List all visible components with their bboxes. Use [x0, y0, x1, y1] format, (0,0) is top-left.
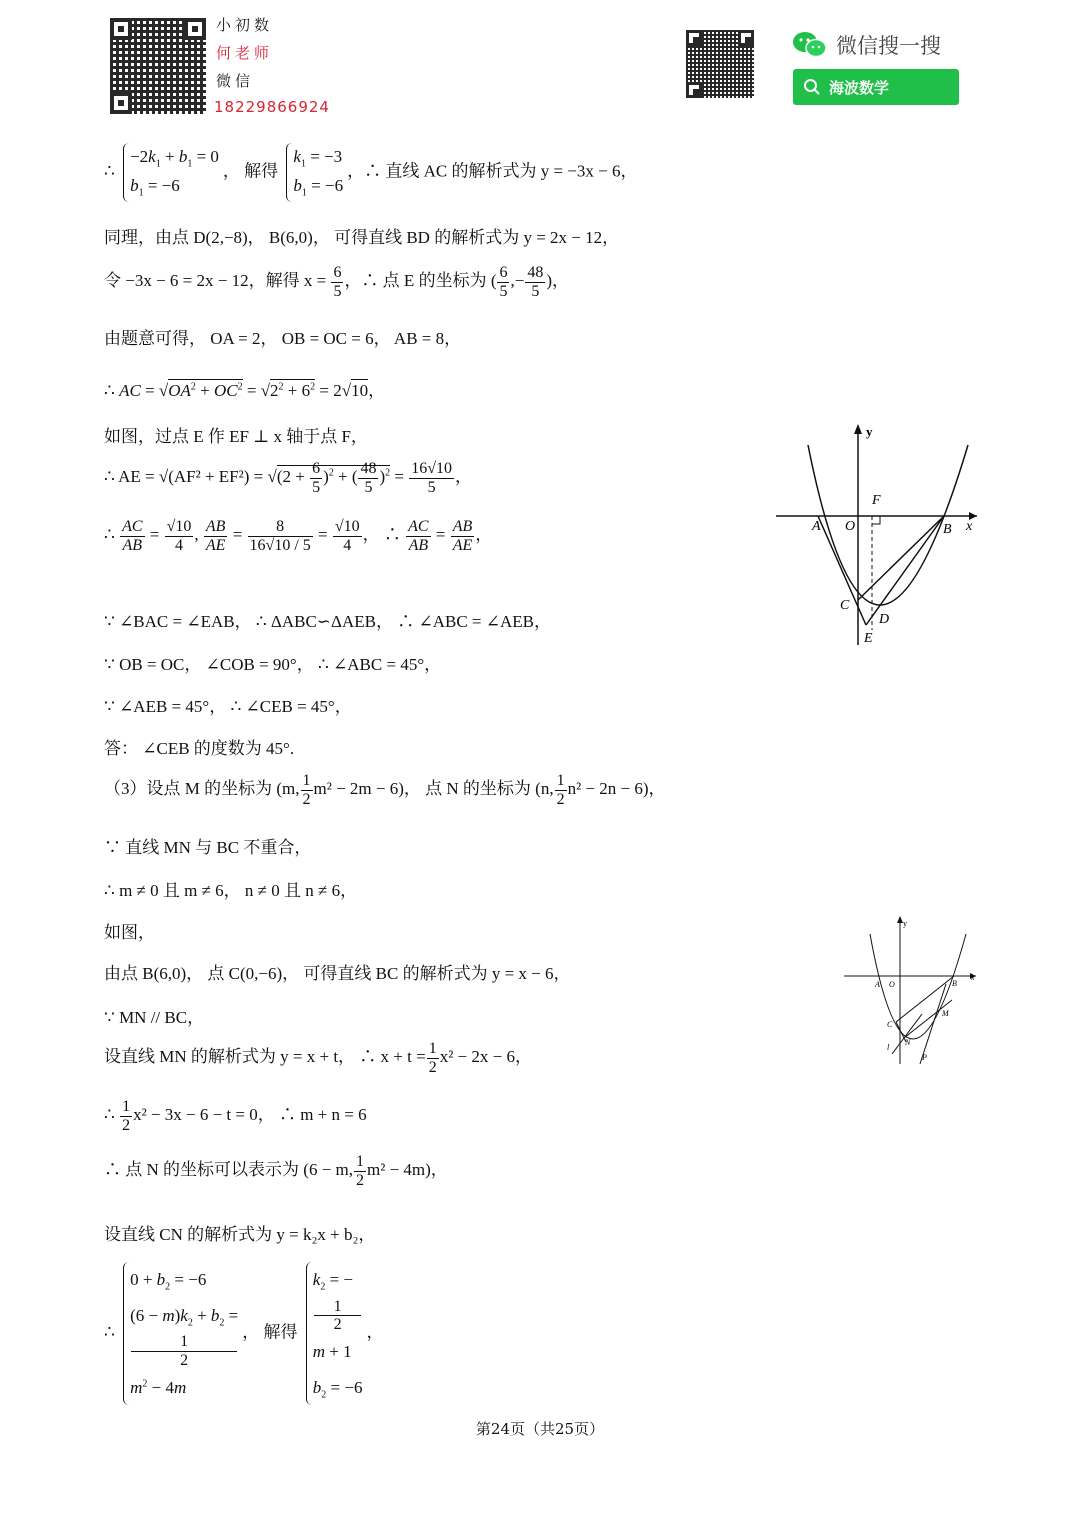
line-22: 设直线 CN 的解析式为 y = k₂x + b₂， [104, 1225, 376, 1244]
line-2: 同理，由点 D(2,−8)， B(6,0)， 可得直线 BD 的解析式为 y = 2x − 12， [104, 228, 620, 247]
line-13: （3）设点 M 的坐标为 (m, $\frac{1}{2}$ m² − 2m − 6)， 点 N 的坐标为 (n, $\frac{1}{2}$ n² − 2n − 6)， [104, 772, 666, 808]
line-16: 如图， [104, 923, 155, 942]
line-7: ∴ AE = √(AF² + EF²) = √(2 + $\frac{6}{5}$ )$^2$ + ( $\frac{48}{5}$ )$^2$ = $\frac{16√10}{5}$ ， [104, 460, 473, 496]
fig2-label-A: A [875, 980, 880, 989]
contact-line2: 何老师 [216, 44, 274, 62]
fig1-label-A: A [812, 519, 821, 534]
line-1: ∴ $-2k_1 + b_1 = 0$ $b_1 = -6$ ， 解得 $k_1 = -3$ $b_1 = -6$ ，∴ 直线 AC 的解析式为 y = −3x − 6， [104, 143, 637, 202]
fig2-label-P: P [922, 1053, 927, 1062]
line-14: ∵ 直线 MN 与 BC 不重合， [104, 838, 312, 857]
line-21: ∴ 点 N 的坐标可以表示为 (6 − m, $\frac{1}{2}$ m² − 4m)， [104, 1153, 448, 1189]
line-18: ∵ MN // BC， [104, 1008, 205, 1027]
fig1-label-B: B [943, 522, 952, 537]
line-9: ∵ ∠BAC = ∠EAB， ∴ ΔABC∽ΔAEB， ∴ ∠ABC = ∠AEB， [104, 612, 552, 631]
line-6: 如图，过点 E 作 EF ⊥ x 轴于点 F， [104, 427, 368, 446]
fig1-label-F: F [872, 493, 881, 508]
wechat-search-button-label: 海波数学 [829, 78, 890, 97]
solve-label-2: 解得 [263, 1322, 298, 1342]
fig2-label-O: O [889, 980, 895, 989]
fig2-label-B: B [952, 979, 957, 988]
fig1-label-E: E [864, 631, 873, 646]
figure-parabola-2 [842, 914, 982, 1069]
line-15: ∴ m ≠ 0 且 m ≠ 6， n ≠ 0 且 n ≠ 6， [104, 881, 358, 900]
contact-phone: 18229866924 [214, 98, 330, 116]
contact-line1: 小初数 [216, 16, 274, 34]
figure-parabola-1 [772, 420, 982, 650]
line-23: ∴ $0 + b_2 = -6$ $(6 - m)k_2 + b_2$ = 1 2 $m^2 - 4m$ ， 解得 $k_2$ = − 1 2 m + 1 $b_2 = -6$ ， [104, 1262, 383, 1405]
line-19: 设直线 MN 的解析式为 y = x + t， ∴ x + t = $\frac{1}{2}$ x² − 2x − 6， [104, 1040, 532, 1076]
search-icon [803, 78, 821, 96]
wechat-search-title: 微信搜一搜 [836, 34, 941, 58]
fig1-label-y: y [866, 424, 873, 439]
fig1-label-x: x [966, 519, 973, 534]
line-12: 答： ∠CEB 的度数为 45°. [104, 739, 295, 758]
line-5: ∴ AC = $√OA^2 + OC^2 = √2^2 + 6^2 = 2√10$， [104, 381, 386, 400]
solve-label-1: 解得 [244, 161, 279, 181]
qr-code-left [110, 18, 206, 114]
fig2-label-x: x [971, 973, 975, 982]
fig1-label-D: D [879, 612, 890, 627]
fig1-label-O: O [845, 519, 856, 534]
wechat-icon [792, 30, 828, 60]
fig2-label-y: y [903, 919, 907, 928]
line-11: ∵ ∠AEB = 45°， ∴ ∠CEB = 45°， [104, 697, 352, 716]
line-3: 令 −3x − 6 = 2x − 12，解得 x = $\frac{6}{5}$ ，∴ 点 E 的坐标为 ( $\frac{6}{5}$ ,− $\frac{48}{5}$ )， [104, 264, 569, 300]
line-8: ∴ $\frac{AC}{AB}$ = $\frac{√10}{4}$ , $\frac{AB}{AE}$ = $\frac{8}{16√10 / 5}$ = $\frac{√10}{4}$ ， ∴ $\frac{AC}{AB}$ = $\frac{AB}{AE}$ ， [104, 518, 493, 554]
line-4: 由题意可得， OA = 2， OB = OC = 6， AB = 8， [104, 329, 462, 348]
line-10: ∵ OB = OC， ∠COB = 90°， ∴ ∠ABC = 45°， [104, 655, 442, 674]
fig2-label-M: M [942, 1009, 949, 1018]
fig2-label-C: C [887, 1020, 893, 1029]
fig1-label-C: C [840, 598, 850, 613]
fig2-label-l: l [887, 1043, 890, 1052]
contact-line3: 微信 [216, 72, 255, 90]
line-20: ∴ $\frac{1}{2}$ x² − 3x − 6 − t = 0， ∴ m + n = 6 [104, 1098, 367, 1134]
line-1-tail: ，∴ 直线 AC 的解析式为 y = −3x − 6， [347, 161, 638, 181]
qr-code-right [686, 30, 754, 98]
page-footer: 第24页（共25页） [475, 1420, 605, 1438]
wechat-search-button[interactable] [793, 69, 959, 105]
line-17: 由点 B(6,0)， 点 C(0,−6)， 可得直线 BC 的解析式为 y = x − 6， [104, 964, 571, 983]
fig2-label-N: N [905, 1038, 911, 1047]
